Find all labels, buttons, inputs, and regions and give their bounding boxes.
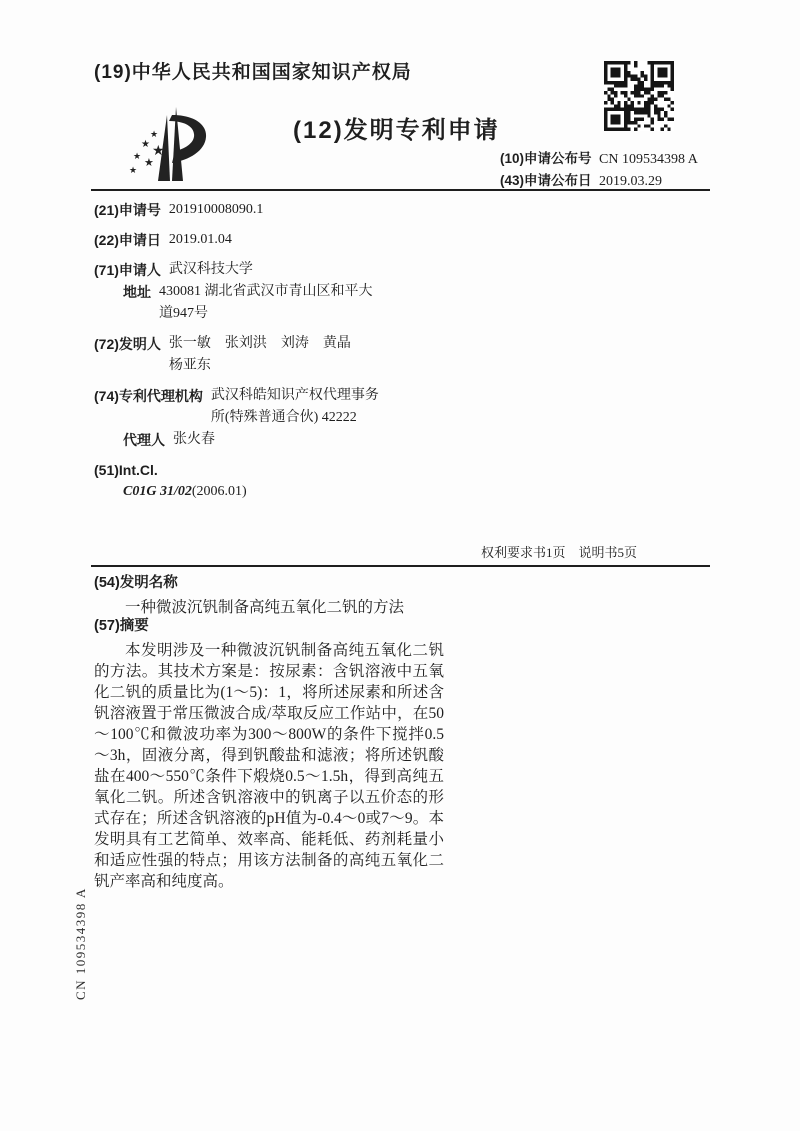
agent-value: 张火春 xyxy=(173,432,215,447)
invention-title-label: (54)发明名称 xyxy=(94,575,178,591)
field-inventors xyxy=(94,333,446,377)
field-agency xyxy=(94,385,446,451)
svg-text:★: ★ xyxy=(152,144,165,159)
int-cl-code: C01G 31/02 xyxy=(123,484,192,499)
field-application-number xyxy=(94,199,446,221)
field-agent xyxy=(123,429,446,451)
int-cl-classification xyxy=(123,481,446,503)
address-value: 430081 湖北省武汉市青山区和平大道947号 xyxy=(159,284,373,321)
qr-code xyxy=(604,61,674,131)
side-publication-code: CN 109534398 A xyxy=(73,887,88,1000)
invention-title: 一种微波沉钒制备高纯五氧化二钒的方法 xyxy=(125,599,405,616)
application-number-label: (21)申请号 xyxy=(94,202,161,218)
invention-title-section xyxy=(94,573,454,619)
svg-text:★: ★ xyxy=(144,157,154,169)
patent-office-name: (19)中华人民共和国国家知识产权局 xyxy=(94,62,412,83)
applicant-label: (71)申请人 xyxy=(94,262,161,278)
inventors-label: (72)发明人 xyxy=(94,336,161,352)
abstract-label: (57)摘要 xyxy=(94,618,149,634)
agency-label: (74)专利代理机构 xyxy=(94,388,203,404)
field-int-cl xyxy=(94,459,446,503)
field-application-date xyxy=(94,229,446,251)
qr-code-svg xyxy=(604,61,674,131)
bibliographic-data xyxy=(94,199,446,511)
agent-label: 代理人 xyxy=(123,432,165,448)
applicant-value: 武汉科技大学 xyxy=(168,262,253,277)
abstract-text: 本发明涉及一种微波沉钒制备高纯五氧化二钒的方法。其技术方案是：按尿素：含钒溶液中五氧化二钒的质量比为(1～5)：1，将所述尿素和所述含钒溶液置于常压微波合成/萃取反应工作站中，在50～100℃和微波功率为300～800W的条件下搅拌0.5～3h，固液分离，得到钒酸盐和滤液；将所述钒酸盐在400～550℃条件下煅烧0.5～1.5h，得到高纯五氧化二钒。所述含钒溶液中的钒离子以五价态的形式存在；所述含钒溶液的pH值为-0.4～0或7～9。本发明具有工艺简单、效率高、能耗低、药剂耗量小和适应性强的特点；用该方法制备的高纯五氧化二钒产率高和纯度高。 xyxy=(94,642,444,890)
publication-date-value: 2019.03.29 xyxy=(599,174,663,189)
inventors-value: 张一敏 张刘洪 刘涛 黄晶 杨亚东 xyxy=(168,336,365,373)
publication-date-label: (43)申请公布日 xyxy=(500,173,592,188)
pages-count-note: 权利要求书1页 说明书5页 xyxy=(481,545,638,560)
publication-number-value: CN 109534398 A xyxy=(599,152,698,167)
svg-text:★: ★ xyxy=(141,139,150,150)
address-label: 地址 xyxy=(123,284,151,300)
application-date-value: 2019.01.04 xyxy=(168,232,232,247)
int-cl-label: (51)Int.Cl. xyxy=(94,462,158,478)
svg-text:★: ★ xyxy=(133,151,142,161)
publication-date-line xyxy=(500,169,662,190)
int-cl-version: (2006.01) xyxy=(191,484,247,499)
publication-number-line xyxy=(500,147,698,168)
application-number-value: 201910008090.1 xyxy=(168,202,264,217)
field-address xyxy=(123,281,446,325)
publication-number-label: (10)申请公布号 xyxy=(500,151,592,166)
cnipa-logo-icon xyxy=(120,103,216,187)
header-divider-rule xyxy=(91,189,710,191)
application-date-label: (22)申请日 xyxy=(94,232,161,248)
agency-value: 武汉科皓知识产权代理事务所(特殊普通合伙) 42222 xyxy=(210,388,379,425)
abstract-section xyxy=(94,616,454,892)
mid-divider-rule xyxy=(91,565,710,567)
svg-text:★: ★ xyxy=(129,165,138,175)
document-type-title: (12)发明专利申请 xyxy=(293,117,500,144)
field-applicant xyxy=(94,259,446,325)
svg-text:★: ★ xyxy=(150,129,159,139)
